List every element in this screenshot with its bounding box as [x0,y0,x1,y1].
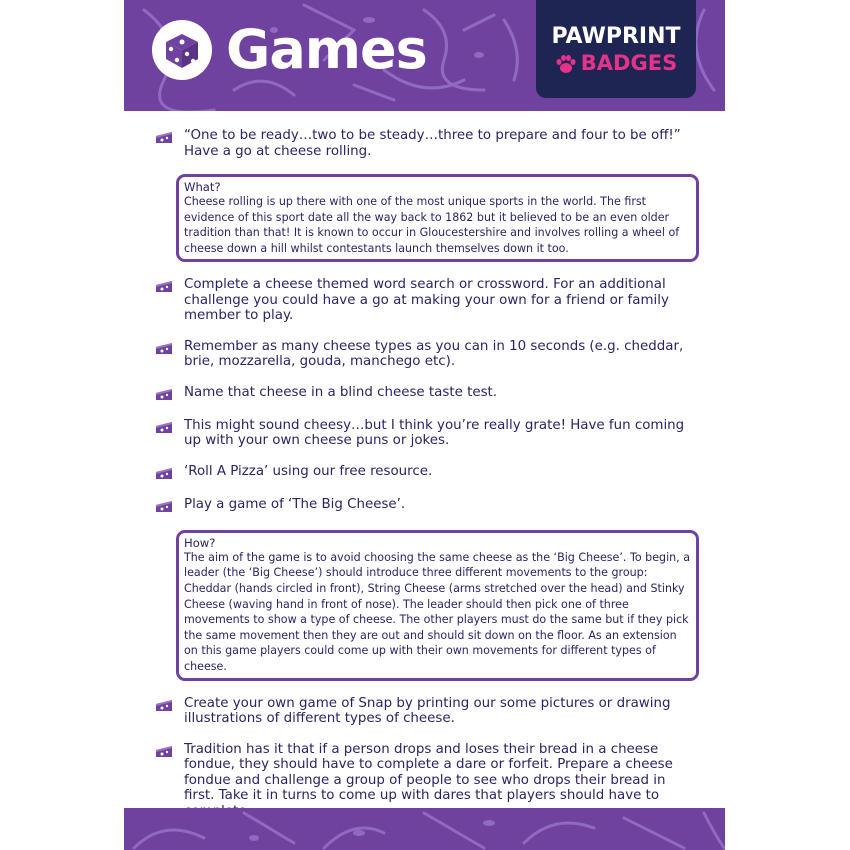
list-item [154,277,699,324]
footer-banner [124,808,725,850]
cheese-icon [154,420,174,436]
item-text: Create your own game of Snap by printing our some pictures or drawing illustrations of different types of cheese. [184,695,671,727]
box-body: The aim of the game is to avoid choosing the same cheese as the ‘Big Cheese’. To begin, a leader (the ‘Big Cheese’) should introduce three different movements to the group: Cheddar (hands circled in front), String Cheese (arms stretched over the head) and Stinky Cheese (waving hand in front of nose). The leader should then pick one of three movements to show a type of cheese. The other players must do the same but if they pick the same movement then they are out and should sit down on the floor. As an extension on this game players could come up with their own movements for different types of cheese. [184,550,691,674]
item-text: Name that cheese in a blind cheese taste test. [184,384,498,400]
logo-line-1: PAWPRINT [551,24,681,49]
logo-line-2: BADGES [580,51,678,75]
box-title: What? [184,180,221,194]
cheese-icon [154,499,174,515]
dice-icon [152,20,212,80]
item-text: Play a game of ‘The Big Cheese’. [184,496,406,512]
list-item [154,418,699,449]
how-box [176,530,699,681]
cheese-icon [154,744,174,760]
cheese-icon [154,466,174,482]
what-box [176,174,699,262]
page-title: Games [226,18,427,81]
pawprint-badges-logo [536,0,696,98]
list-item [154,497,699,515]
cheese-icon [154,698,174,714]
header-banner [124,0,725,111]
cheese-icon [154,341,174,357]
box-title: How? [184,535,216,550]
list-item [154,339,699,370]
list-item [154,128,699,159]
cheese-icon [154,387,174,403]
list-item [154,696,699,727]
item-text: Remember as many cheese types as you can in 10 seconds (e.g. cheddar, brie, mozzarella, gouda, manchego etc). [184,338,684,370]
item-text: ‘Roll A Pizza’ using our free resource. [184,463,433,479]
decorative-pattern [124,808,725,850]
item-text: Tradition has it that if a person drops and loses their bread in a cheese fondue, they should have to complete a dare or forfeit. Prepare a cheese fondue and challenge a group of people to see who drops their bread in first. Take it in turns to come up with dares that players should have to [184,741,673,804]
paw-icon [555,54,577,74]
item-text: “One to be ready…two to be steady…three to prepare and four to be off!” Have a go at cheese rolling. [184,128,681,159]
content [154,128,699,834]
item-text: Complete a cheese themed word search or crossword. For an additional challenge you could have a go at making your own for a friend or family member to play. [184,277,669,324]
list-item [154,385,699,403]
page [124,0,725,850]
box-body: Cheese rolling is up there with one of the most unique sports in the world. The first evidence of this sport date all the way back to 1862 but it believed to be an even older tradition than that! It is known to occur in Gloucestershire and involves rolling a wheel of cheese down a hill whilst contestants launch themselves down it too. [184,195,680,255]
list-item [154,464,699,482]
cheese-icon [154,130,174,146]
cheese-icon [154,279,174,295]
item-text: This might sound cheesy…but I think you’re really grate! Have fun coming up with your own cheese puns or jokes. [184,417,685,449]
